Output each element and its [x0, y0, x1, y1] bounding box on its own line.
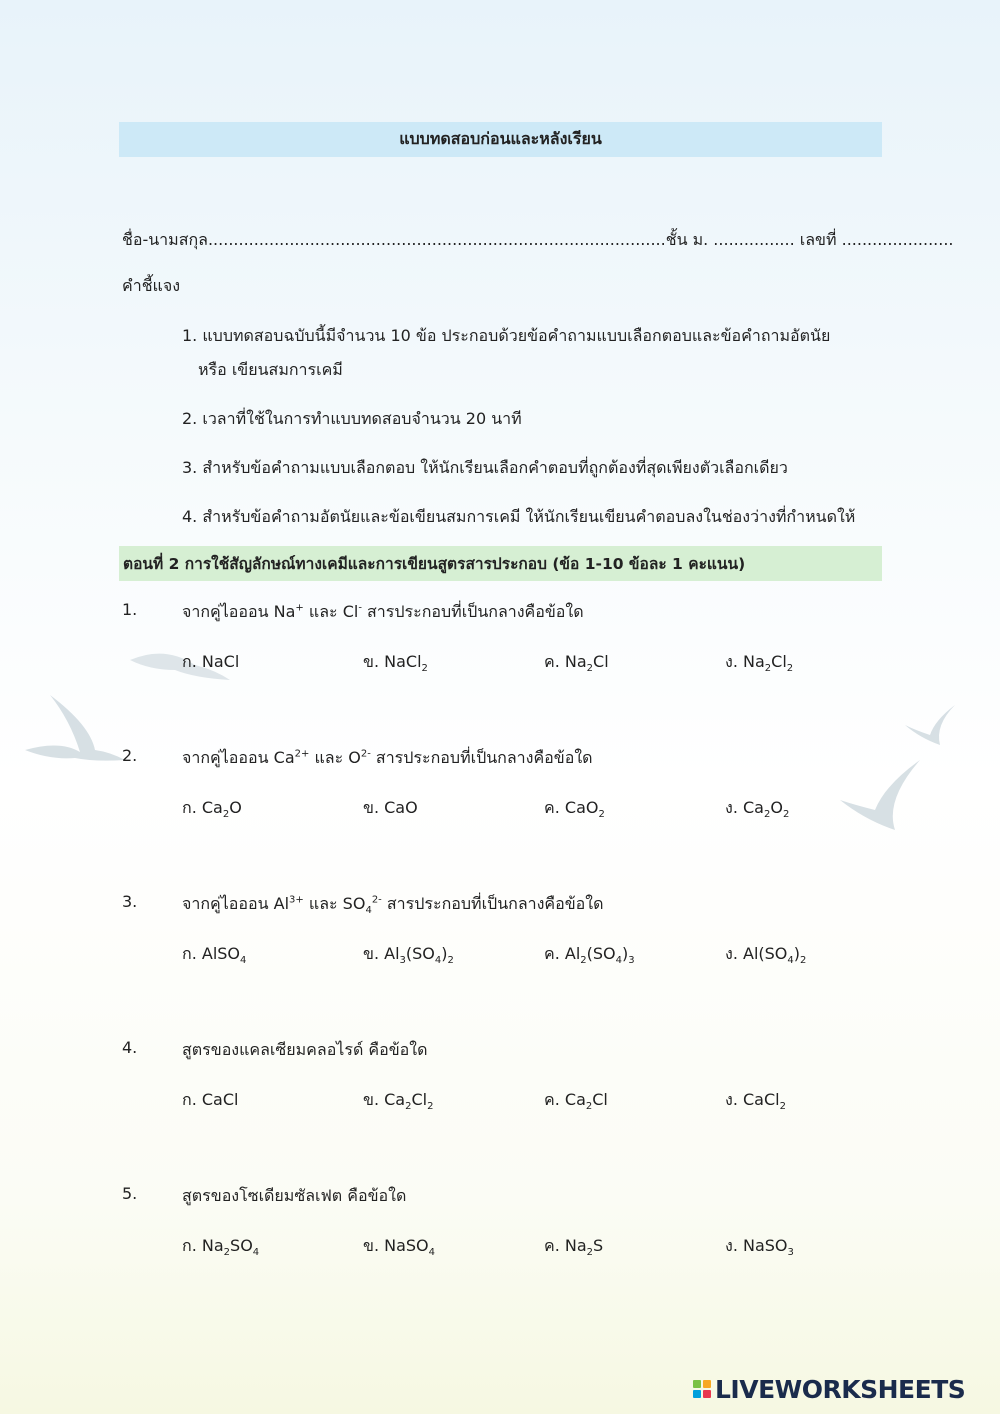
liveworksheets-logo-icon [693, 1380, 711, 1398]
bird-silhouette-right-small [900, 700, 960, 750]
option-label: ข. [363, 944, 380, 963]
instruction-item-1: 1. แบบทดสอบฉบับนี้มีจำนวน 10 ข้อ ประกอบด้วยข้อคำถามแบบเลือกตอบและข้อคำถามอัตนัย [182, 326, 831, 345]
question-number: 3. [122, 892, 138, 911]
formula-subscript: 2 [800, 955, 807, 967]
question-text [182, 600, 584, 625]
formula-part: ) [793, 944, 801, 963]
option-label: ง. [725, 1090, 738, 1109]
instruction-item-1-continued: หรือ เขียนสมการเคมี [198, 360, 343, 379]
formula-subscript: 2 [586, 663, 594, 675]
answer-option [182, 942, 246, 967]
option-label: ก. [182, 944, 197, 963]
formula-part: Cl [411, 1090, 428, 1109]
bird-silhouette-right-large [835, 755, 925, 835]
answer-option [182, 796, 242, 821]
formula-part: Ca [384, 1090, 406, 1109]
answer-option [363, 650, 428, 675]
answer-option [725, 650, 793, 675]
formula-subscript: 2 [585, 1101, 593, 1113]
formula-subscript: 4 [787, 955, 794, 967]
ion-charge: - [358, 602, 362, 614]
question-text-part: จากคู่ไอออน Na [182, 602, 296, 621]
formula-subscript: 2 [427, 1101, 434, 1113]
formula-part: Cl [771, 652, 787, 671]
answer-option [544, 650, 609, 675]
formula-part: CaO [384, 798, 418, 817]
formula-subscript: 2 [223, 1247, 231, 1259]
option-label: ก. [182, 652, 197, 671]
question-number: 1. [122, 600, 138, 619]
formula-part: O [770, 798, 783, 817]
option-label: ข. [363, 1236, 380, 1255]
option-label: ค. [544, 652, 560, 671]
answer-option [544, 796, 605, 821]
answer-option [182, 1234, 259, 1259]
formula-subscript: 2 [786, 663, 794, 675]
question-text-part: จากคู่ไอออน Al [182, 894, 290, 913]
option-label: ข. [363, 652, 380, 671]
question-text-plain: สูตรของแคลเซียมคลอไรด์ คือข้อใด [182, 1040, 428, 1059]
option-label: ค. [544, 944, 560, 963]
answer-option [725, 1234, 794, 1259]
question-text-part: สารประกอบที่เป็นกลางคือข้อใด [370, 748, 593, 767]
formula-part: Cl [592, 1090, 608, 1109]
formula-subscript: 2 [763, 809, 771, 821]
formula-part: Na [743, 652, 765, 671]
formula-part: NaSO [384, 1236, 429, 1255]
formula-subscript: 3 [787, 1247, 794, 1259]
question-text-part: สารประกอบที่เป็นกลางคือข้อใด [381, 894, 604, 913]
answer-option [363, 796, 418, 821]
question-text-part: สารประกอบที่เป็นกลางคือข้อใด [361, 602, 584, 621]
formula-part: SO [230, 1236, 253, 1255]
formula-part: CaCl [743, 1090, 780, 1109]
question-text [182, 1038, 427, 1063]
answer-option [544, 1234, 603, 1259]
ion-charge: + [295, 602, 304, 614]
logo-text: LIVEWORKSHEETS [715, 1374, 966, 1404]
formula-part: AlSO [201, 944, 241, 963]
question-text [182, 892, 603, 917]
ion-charge: 2- [360, 748, 371, 760]
formula-subscript: 2 [447, 955, 454, 967]
formula-subscript: 4 [240, 955, 247, 967]
option-label: ค. [544, 1090, 560, 1109]
section-header [119, 546, 882, 581]
question-text [182, 746, 593, 771]
option-label: ข. [363, 1090, 380, 1109]
formula-part: Al [564, 944, 581, 963]
formula-part: ) [622, 944, 629, 963]
question-number: 5. [122, 1184, 138, 1203]
answer-option [363, 1088, 433, 1113]
ion-charge: 2- [371, 894, 382, 906]
answer-option [363, 942, 454, 967]
instructions-label: คำชี้แจง [122, 276, 181, 295]
option-label: ง. [725, 798, 738, 817]
question-text-part: และ O [309, 748, 361, 767]
liveworksheets-logo [693, 1374, 965, 1404]
formula-part: NaSO [743, 1236, 788, 1255]
formula-part: (SO [586, 944, 616, 963]
question-text-plain: สูตรของโซเดียมซัลเฟต คือข้อใด [182, 1186, 407, 1205]
section-header-text: ตอนที่ 2 การใช้สัญลักษณ์ทางเคมีและการเขียนสูตรสารประกอบ (ข้อ 1-10 ข้อละ 1 คะแนน) [123, 555, 746, 573]
formula-subscript: 4 [434, 955, 442, 967]
formula-part: CaCl [201, 1090, 239, 1109]
formula-subscript: 3 [399, 955, 406, 967]
option-label: ข. [363, 798, 380, 817]
formula-part: NaCl [384, 652, 422, 671]
question-text-part: และ SO [303, 894, 366, 913]
formula-subscript: 4 [428, 1247, 436, 1259]
question-text-part: และ Cl [303, 602, 359, 621]
question-number: 4. [122, 1038, 138, 1057]
instruction-item-4: 4. สำหรับข้อคำถามอัตนัยและข้อเขียนสมการเคมี ให้นักเรียนเขียนคำตอบลงในช่องว่างที่กำหนดให้ [182, 507, 856, 526]
answer-option [363, 1234, 435, 1259]
formula-subscript: 2 [586, 1247, 594, 1259]
formula-part: Na [564, 1236, 587, 1255]
ion-subscript: 4 [365, 905, 372, 917]
option-label: ก. [182, 1236, 197, 1255]
formula-subscript: 2 [222, 809, 230, 821]
bird-silhouette-left [20, 680, 130, 770]
answer-option [182, 650, 239, 675]
student-info-line: ชื่อ-นามสกุล..........................................................................................ชั้น ม. ................ เลขที่ ...................... [122, 230, 954, 249]
formula-subscript: 3 [628, 955, 635, 967]
formula-subscript: 2 [764, 663, 772, 675]
ion-charge: 2+ [294, 748, 310, 760]
formula-part: Ca [743, 798, 764, 817]
formula-subscript: 2 [598, 809, 605, 821]
ion-charge: 3+ [289, 894, 304, 906]
instruction-item-3: 3. สำหรับข้อคำถามแบบเลือกตอบ ให้นักเรียนเลือกคำตอบที่ถูกต้องที่สุดเพียงตัวเลือกเดียว [182, 458, 788, 477]
formula-subscript: 4 [252, 1247, 260, 1259]
formula-part: NaCl [201, 652, 240, 671]
worksheet-title [119, 122, 882, 157]
formula-part: Cl [593, 652, 609, 671]
answer-option [544, 942, 635, 967]
formula-part: Na [564, 652, 587, 671]
formula-part: S [593, 1236, 604, 1255]
formula-subscript: 2 [421, 663, 428, 675]
answer-option [544, 1088, 608, 1113]
formula-part: CaO [564, 798, 599, 817]
option-label: ก. [182, 1090, 197, 1109]
formula-subscript: 2 [405, 1101, 412, 1113]
option-label: ง. [725, 1236, 738, 1255]
question-number: 2. [122, 746, 138, 765]
option-label: ก. [182, 798, 197, 817]
formula-part: Ca [564, 1090, 586, 1109]
answer-option [182, 1088, 238, 1113]
formula-subscript: 2 [580, 955, 587, 967]
option-label: ง. [725, 652, 738, 671]
answer-option [725, 942, 806, 967]
option-label: ง. [725, 944, 738, 963]
formula-part: Ca [201, 798, 223, 817]
option-label: ค. [544, 798, 560, 817]
question-text-part: จากคู่ไอออน Ca [182, 748, 295, 767]
formula-part: Na [201, 1236, 224, 1255]
formula-part: Al [384, 944, 400, 963]
formula-part: (SO [405, 944, 435, 963]
formula-part: O [229, 798, 242, 817]
instruction-item-2: 2. เวลาที่ใช้ในการทำแบบทดสอบจำนวน 20 นาที [182, 409, 522, 428]
formula-subscript: 2 [779, 1101, 786, 1113]
worksheet-title-text: แบบทดสอบก่อนและหลังเรียน [399, 129, 602, 148]
formula-subscript: 4 [615, 955, 623, 967]
option-label: ค. [544, 1236, 560, 1255]
formula-part: Al(SO [743, 944, 788, 963]
question-text [182, 1184, 406, 1209]
formula-part: ) [441, 944, 448, 963]
answer-option [725, 1088, 786, 1113]
answer-option [725, 796, 789, 821]
formula-subscript: 2 [782, 809, 790, 821]
